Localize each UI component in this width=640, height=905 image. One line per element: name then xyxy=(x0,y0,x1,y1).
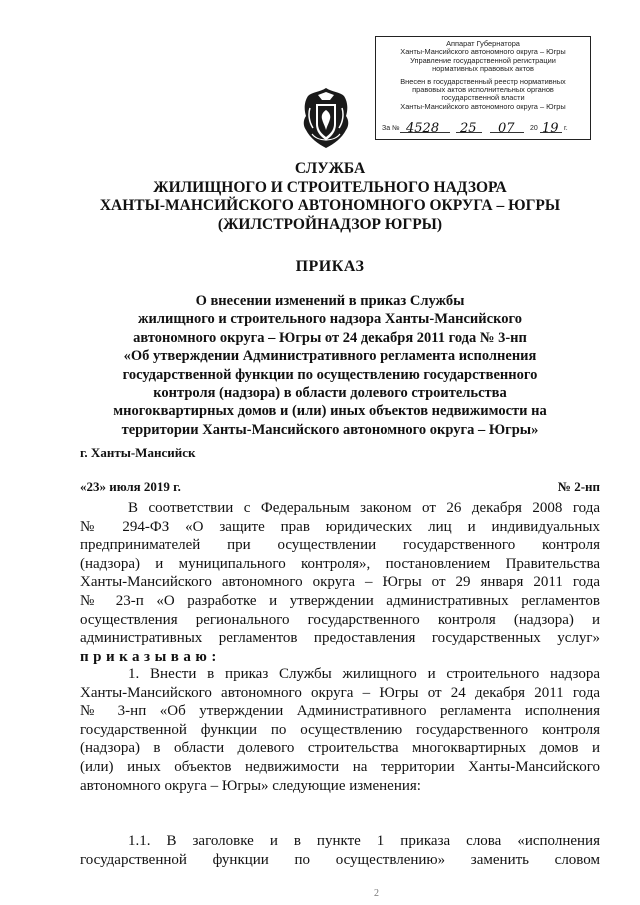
paragraph-line: Ханты-Мансийского автономного округа – Югры от 29 января 2011 года xyxy=(80,574,600,591)
paragraph-preamble xyxy=(80,499,600,666)
paragraph-line: 1. Внести в приказ Службы жилищного и строительного надзора xyxy=(128,666,600,682)
document-number: № 2-нп xyxy=(557,479,600,494)
paragraph-item-1 xyxy=(80,665,600,795)
title-line: автономного округа – Югры от 24 декабря 2011 года № 3-нп xyxy=(133,329,527,346)
paragraph-line: государственной функции по осуществлению государственного контроля xyxy=(80,721,600,738)
title-line: «Об утверждении Административного регламента исполнения xyxy=(123,348,537,365)
paragraph-item-1-1 xyxy=(80,832,600,869)
stamp-line: нормативных правовых актов xyxy=(432,64,534,74)
paragraph-line: 1.1. В заголовке и в пункте 1 приказа слова «исполнения xyxy=(128,833,600,849)
reg-month: 07 xyxy=(498,120,515,136)
title-line: государственной функции по осуществлению государственного xyxy=(122,366,538,383)
order-title xyxy=(60,292,600,439)
paragraph-line: № 23-п «О разработке и утверждении административных регламентов xyxy=(80,592,600,609)
reg-prefix: За № xyxy=(382,124,400,132)
paragraph-line: (или) иных объектов недвижимости на территории Ханты-Мансийского xyxy=(80,758,600,775)
paragraph-line: № 294-ФЗ «О защите прав юридических лиц и индивидуальных xyxy=(80,518,600,535)
paragraph-line: Ханты-Мансийского автономного округа – Югры от 24 декабря 2011 года xyxy=(80,684,600,701)
stamp-line: правовых актов исполнительных органов xyxy=(412,85,554,95)
paragraph-line: государственной функции по осуществлению» заменить словом xyxy=(80,851,600,868)
agency-line: СЛУЖБА xyxy=(294,160,366,177)
stamp-line: Управление государственной регистрации xyxy=(410,55,556,65)
reg-year: 19 xyxy=(542,120,559,136)
title-line: О внесении изменений в приказ Службы xyxy=(195,293,465,309)
stamp-line: государственной власти xyxy=(441,93,525,103)
document-place: г. Ханты-Мансийск xyxy=(80,445,196,460)
reg-year-prefix: 20 xyxy=(530,124,538,132)
paragraph-line: автономного округа – Югры» следующие изменения: xyxy=(80,777,421,794)
agency-line: (ЖИЛСТРОЙНАДЗОР ЮГРЫ) xyxy=(217,215,443,233)
stamp-line: Ханты-Мансийского автономного округа – Югры xyxy=(400,47,566,57)
reg-day: 25 xyxy=(460,120,477,136)
title-line: многоквартирных домов и (или) иных объектов недвижимости на xyxy=(113,403,547,420)
agency-line: ЖИЛИЩНОГО И СТРОИТЕЛЬНОГО НАДЗОРА xyxy=(153,178,507,196)
agency-name xyxy=(60,160,600,234)
agency-line: ХАНТЫ-МАНСИЙСКОГО АВТОНОМНОГО ОКРУГА – ЮГРЫ xyxy=(99,197,561,215)
order-keyword: приказываю: xyxy=(80,648,221,665)
paragraph-line: № 3-нп «Об утверждении Административного регламента исполнения xyxy=(80,703,600,720)
stamp-line: Внесен в государственный реестр нормативных xyxy=(400,76,566,86)
registration-stamp xyxy=(375,36,591,140)
document-type: ПРИКАЗ xyxy=(295,258,365,275)
reg-suffix: г. xyxy=(564,124,568,132)
title-line: территории Ханты-Мансийского автономного округа – Югры» xyxy=(121,421,539,438)
title-line: контроля (надзора) в области долевого строительства xyxy=(153,385,507,402)
paragraph-line: предпринимателей при осуществлении государственного контроля xyxy=(80,537,600,554)
paragraph-line: В соответствии с Федеральным законом от 26 декабря 2008 года xyxy=(128,500,600,516)
stamp-line: Аппарат Губернатора xyxy=(446,39,520,48)
paragraph-line: административных регламентов предоставления государственных услуг» xyxy=(80,630,600,647)
document-date: «23» июля 2019 г. xyxy=(80,479,181,494)
paragraph-line: (надзора) и муниципального контроля», постановлением Правительства xyxy=(80,555,600,572)
coat-of-arms-icon xyxy=(300,86,352,150)
page-number: 2 xyxy=(374,888,379,899)
reg-number: 4528 xyxy=(406,120,440,136)
title-line: жилищного и строительного надзора Ханты-Мансийского xyxy=(138,311,522,328)
registration-line xyxy=(382,121,584,135)
paragraph-line: (надзора) в области долевого строительства многоквартирных домов и xyxy=(80,740,600,757)
stamp-line: Ханты-Мансийского автономного округа – Югры xyxy=(400,101,566,111)
paragraph-line: осуществления регионального государственного контроля (надзора) и xyxy=(80,611,600,628)
